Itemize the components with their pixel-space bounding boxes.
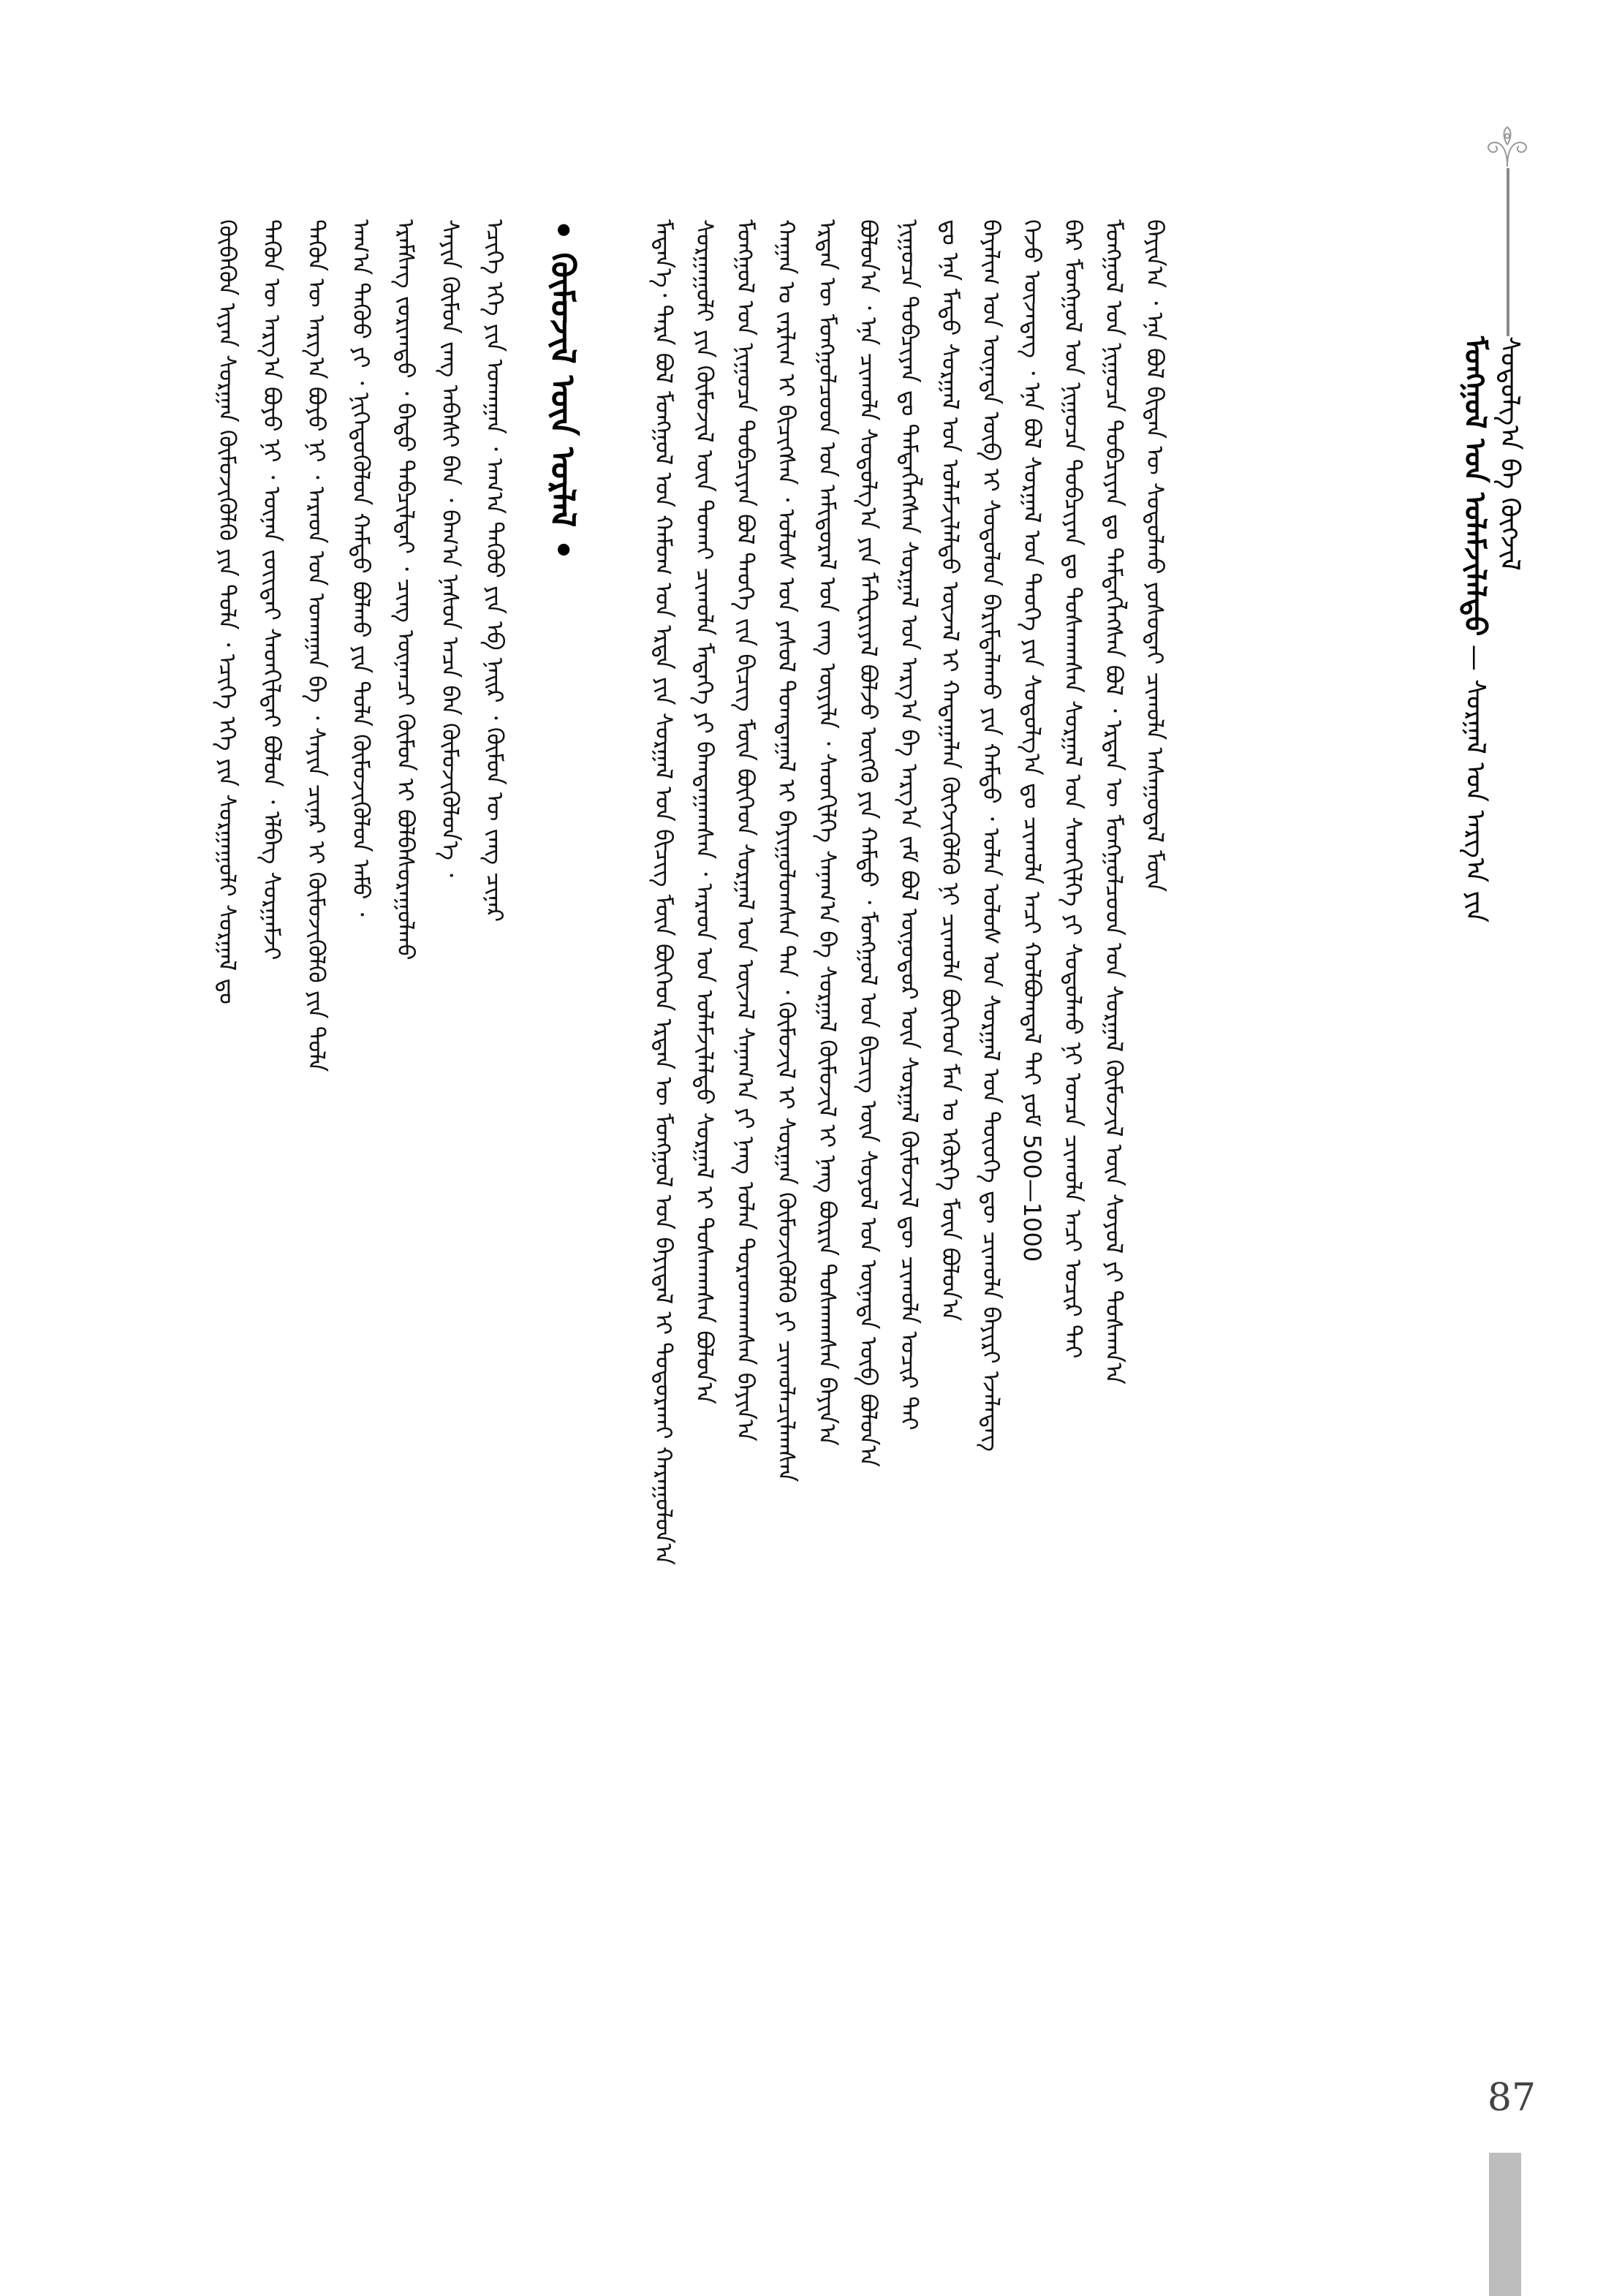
section-heading: • ᠬᠥᠮᠦᠵᠢᠯ ᠦᠨ ᠤᠷᠯᠠᠯ • — [543, 219, 583, 561]
body-column: ᠳᠤ ᠡᠨᠡ ᠮᠡᠲᠦ ᠰᠤᠷᠭᠠᠯ ᠤᠨ ᠤᠯᠠᠮᠵᠢᠯᠠᠯᠲᠤ ᠦᠵᠡᠯ ᠢ ᠬᠠᠳᠠᠭᠠᠯᠠᠨ ᠬᠥᠭᠵᠢᠭᠦᠯᠬᠦ ᠨᠢ ᠴᠢᠬᠤᠯᠠ ᠪᠥᠭᠡᠳ ᠮᠠᠨ ᠤ ᠡᠭᠦᠷᠭᠡ ᠮᠥᠨ ᠪᠣᠯᠤᠨ᠎ᠠ — [936, 219, 964, 1322]
header-rule — [1507, 168, 1509, 336]
verse-line: ᠡᠴᠢᠭᠡ ᠡᠬᠡ ᠶᠢᠨ ᠤᠬᠠᠭᠠᠨ ᠂ ᠠᠬ᠎ᠠ ᠳᠡᠭᠦᠦ ᠶᠢᠨ ᠡᠪ ᠨᠠᠢᠷ ᠂ ᠬᠥᠮᠦᠨ ᠦ ᠵᠠᠩ ᠴᠢᠨᠠᠷ — [481, 219, 509, 922]
body-column: ᠮᠣᠩᠭᠣᠯ ᠤᠨ ᠨᠢᠭᠤᠴᠠ ᠲᠣᠪᠴᠢᠶᠠᠨ ᠪᠣᠯ ᠲᠡᠦᠬᠡ ᠵᠢᠨ ᠪᠢᠴᠢᠭ ᠮᠥᠨ ᠪᠥᠭᠡᠳ ᠰᠤᠷᠭᠠᠯ ᠤᠨ ᠦᠵᠡᠯ ᠰᠠᠨᠠᠭ᠎ᠠ ᠶᠢ ᠨᠡᠩ ᠣᠯᠠᠨ ᠳᠤᠷᠠᠳᠬᠠᠭᠰᠠᠨ ᠪᠠᠶᠢᠨ᠎ᠠ — [732, 219, 759, 1441]
body-column: ᠬᠠᠭᠠᠨ ᠤ ᠵᠠᠷᠯᠢᠭ ᠢ ᠪᠢᠴᠢᠭᠰᠡᠨ ᠂ ᠤᠯᠤᠰ ᠤᠨ ᠶᠠᠰᠤᠯ ᠲᠣᠭᠲᠠᠭᠠᠯ ᠢ ᠪᠠᠶᠢᠭᠤᠯᠤᠭᠰᠠᠨ ᠲᠠᠨ ᠂ ᠬᠦᠮᠦᠵᠢᠯ ᠢ ᠰᠤᠷᠭᠠᠨ ᠬᠥᠮᠦᠵᠢᠭᠦᠯᠬᠦ ᠶᠢ ᠴᠢᠬᠤᠯᠠᠴᠢᠯᠠᠭᠰᠠᠨ — [773, 219, 800, 1482]
body-column: ᠪᠠᠷ ᠮᠣᠩᠭᠣᠯ ᠤᠨ ᠨᠢᠭᠤᠴᠠ ᠲᠣᠪᠴᠢᠶᠠᠨ ᠳᠤ ᠲᠤᠰᠬᠠᠭᠰᠠᠨ ᠰᠤᠷᠭᠠᠯ ᠤᠨ ᠰᠡᠳᠬᠢᠯᠭᠡ ᠶᠢ ᠰᠤᠳᠤᠯᠬᠤ ᠨᠢ ᠣᠨᠴᠠ ᠴᠢᠬᠤᠯᠠ ᠠᠴᠢ ᠤᠴᠢᠷ ᠲᠠᠢ — [1059, 219, 1087, 1359]
verse-line: ᠬᠥᠪᠡᠭᠦᠨ ᠢᠶᠡᠨ ᠰᠤᠷᠭᠠᠨ ᠬᠥᠮᠦᠵᠢᠭᠦᠯᠬᠦ ᠶᠢᠨ ᠲᠤᠯᠠ ᠂ ᠡᠴᠢᠭᠡ ᠡᠬᠡ ᠶᠢᠨ ᠰᠣᠷᠭᠠᠭᠤᠯᠢ ᠰᠤᠷᠭᠠᠯ ᠳᠤ — [213, 219, 241, 1004]
body-column: ᠪᠠᠶᠠᠯᠢᠭ ᠤᠨ ᠦᠨᠡᠲᠡ ᠥᠪ ᠢ ᠰᠤᠳᠤᠯᠤᠨ ᠪᠠᠷᠢᠮᠲᠠᠯᠠᠬᠤ ᠶᠢᠨ ᠬᠠᠮᠲᠤ ᠂ ᠣᠯᠠᠨ ᠤᠯᠤᠰ ᠤᠨ ᠰᠤᠷᠭᠠᠯ ᠤᠨ ᠲᠦᠦᠬᠡ ᠳᠦ ᠴᠢᠬᠤᠯᠠ ᠪᠠᠶᠢᠷᠢ ᠡᠵᠡᠯᠡᠳᠡᠭ — [977, 219, 1005, 1452]
running-head — [1455, 336, 1528, 1031]
body-column: ᠡᠷᠲᠡᠨ ᠦ ᠮᠣᠩᠭᠣᠯᠴᠤᠳ ᠤᠨ ᠠᠮᠢᠳᠤᠷᠠᠯ ᠤᠨ ᠵᠠᠩ ᠦᠶᠢᠯᠡ ᠂ ᠰᠡᠳᠬᠢᠯᠭᠡ ᠰᠠᠨᠠᠭ᠎ᠠ ᠪᠠ ᠰᠤᠷᠭᠠᠯ ᠬᠥᠮᠦᠵᠢᠯ ᠢ ᠨᠡᠩ ᠪᠦᠷᠢᠨ ᠲᠤᠰᠬᠠᠭᠰᠠᠨ ᠪᠠᠶᠢᠨ᠎ᠠ — [814, 219, 841, 1446]
body-column: ᠮᠣᠩᠭᠣᠯ ᠤᠨ ᠨᠢᠭᠤᠴᠠ ᠲᠣᠪᠴᠢᠶᠠᠨ ᠳᠤ ᠲᠡᠮᠳᠡᠭᠯᠡᠭᠰᠡᠨ ᠪᠣᠯ ᠂ ᠡᠷᠲᠡᠨ ᠦ ᠮᠣᠩᠭᠣᠯᠴᠤᠳ ᠤᠨ ᠰᠤᠷᠭᠠᠯ ᠬᠥᠮᠦᠵᠢᠯ ᠦᠨ ᠰᠣᠶᠣᠯ ᠶᠢ ᠲᠤᠰᠬᠠᠨ᠎ᠠ — [1100, 219, 1128, 1384]
body-column: ᠪᠠᠶᠢᠨ᠎ᠠ ᠂ ᠡᠨᠡ ᠪᠣᠯ ᠪᠢᠳᠡᠨ ᠦ ᠰᠤᠳᠤᠯᠬᠤ ᠶᠣᠰᠣᠲᠠᠢ ᠴᠢᠬᠤᠯᠠ ᠠᠰᠠᠭᠤᠳᠠᠯ ᠮᠥᠨ — [1141, 219, 1169, 893]
verse-line: ᠲᠡᠭᠦᠨ ᠦ ᠠᠷᠭ᠎ᠠ ᠪᠤᠶᠤ ᠨᠢ ᠂ ᠠᠷᠠᠳ ᠤᠨ ᠤᠬᠠᠭᠠᠨ ᠪᠠ ᠂ ᠰᠠᠶᠢᠨ ᠴᠢᠨᠠᠷ ᠢ ᠬᠥᠮᠦᠵᠢᠭᠦᠯᠬᠦ ᠶᠢᠨ ᠲᠤᠯᠠ — [303, 219, 330, 1072]
body-column: ᠭᠡᠵᠦ ᠦᠵᠡᠳᠡᠭ ᠂ ᠡᠨᠡ ᠪᠣᠯ ᠰᠤᠷᠭᠠᠯ ᠤᠨ ᠲᠡᠦᠬᠡ ᠶᠢᠨ ᠰᠤᠳᠤᠯᠭ᠎ᠠ ᠳᠤ ᠴᠢᠬᠤᠯᠠ ᠠᠴᠢ ᠬᠣᠯᠪᠣᠭᠳᠠᠯ ᠲᠠᠢ ᠶᠤᠮ 500—1000 — [1018, 219, 1046, 1262]
header-ornament-icon — [1478, 124, 1537, 168]
verse-line: ᠲᠡᠭᠦᠨ ᠦ ᠠᠷᠭ᠎ᠠ ᠪᠤᠶᠤ ᠨᠢ ᠂ ᠦᠨᠡᠨ ᠵᠦᠢᠲᠡᠢ ᠰᠡᠳᠬᠢᠯᠲᠡᠢ ᠪᠣᠯᠤᠨ ᠂ ᠡᠯᠪᠡᠭ ᠰᠤᠷᠭᠠᠮᠵᠢ — [258, 219, 286, 961]
body-text — [643, 219, 1455, 2032]
verse-line: ᠰᠠᠶᠢᠨ ᠬᠦᠮᠦᠨ ᠵᠠᠩ ᠠᠪᠠᠰᠢ ᠪᠠᠨ ᠂ ᠪᠠᠭ᠎ᠠ ᠨᠠᠰᠤᠨ ᠠᠴᠠ ᠪᠠᠨ ᠬᠥᠮᠦᠵᠢᠭᠦᠯᠦᠨ᠎ᠡ ᠂ — [436, 219, 464, 877]
verse-line: ᠡᠷᠡᠮᠰᠡᠭ ᠵᠣᠷᠢᠭᠲᠤ ᠂ ᠪᠠᠲᠤ ᠲᠡᠪᠴᠢᠯᠲᠡᠢ ᠂ ᠴᠢᠩ ᠦᠨᠡᠨᠴᠢ ᠬᠥᠮᠦᠨ ᠢ ᠪᠣᠯᠪᠠᠰᠤᠷᠠᠭᠤᠯᠬᠤ — [392, 219, 420, 961]
body-column: ᠮᠡᠳᠡᠨ᠎ᠡ᠂ ᠲᠡᠷᠡ ᠪᠣᠯ ᠮᠣᠩᠭᠣᠯ ᠤᠨ ᠬᠠᠮᠤᠭ ᠤᠨ ᠡᠷᠲᠡ ᠶᠢᠨ ᠰᠤᠷᠭᠠᠯ ᠤᠨ ᠪᠢᠴᠢᠭ ᠮᠥᠨ ᠪᠥᠭᠡᠳ ᠡᠷᠲᠡᠨ ᠦ ᠮᠣᠩᠭᠣᠯ ᠤᠨ ᠪᠠᠶᠢᠳᠠᠯ ᠢ ᠲᠣᠳᠤᠷᠬᠠᠢ ᠬᠠᠷᠠᠭᠤᠯᠤᠨ᠎ᠠ — [650, 219, 678, 1566]
running-head-subtitle: — ᠰᠤᠷᠭᠠᠯ ᠤᠨ ᠠᠷᠭ᠎ᠠ ᠶᠢᠨ ᠰᠤᠳᠤᠯᠭ᠎ᠠ ᠪᠠ ᠬᠥᠭᠵᠢᠯ — [1460, 336, 1525, 923]
verse-block — [205, 219, 519, 2010]
body-column: ᠪᠣᠯᠤᠨ᠎ᠠ ᠂ ᠡᠨᠡ ᠴᠢᠬᠤᠯᠠ ᠰᠤᠳᠤᠯᠭ᠎ᠠ ᠶᠢᠨ ᠮᠠᠲ᠋ᠧᠷᠢᠶᠠᠯ ᠪᠣᠯᠵᠤ ᠥᠭᠬᠦ ᠶᠢᠨ ᠬᠠᠮᠲᠤ ᠂ ᠮᠣᠩᠭᠣᠯ ᠤᠨ ᠪᠢᠴᠢᠭ ᠦᠨ ᠰᠣᠶᠣᠯ ᠤᠨ ᠦᠨᠡᠲᠡ ᠥᠪ ᠪᠣᠯᠤᠨ᠎ᠠ — [855, 219, 882, 1468]
verse-line: ᠠᠬ᠎ᠠ ᠳᠡᠭᠦᠦ ᠶᠢ ᠂ ᠨᠢᠭᠡᠳᠦᠭᠦᠯᠦᠨ ᠬᠠᠮᠲᠤ ᠪᠣᠯᠬᠤ ᠶᠢᠨ ᠲᠤᠯᠠ ᠬᠥᠮᠦᠵᠢᠭᠦᠯᠦᠨ ᠠᠮᠤ ᠂ — [347, 219, 375, 917]
body-column: ᠨᠢᠭᠤᠴᠠ ᠲᠣᠪᠴᠢᠶᠠᠨ ᠳᠤ ᠲᠡᠮᠳᠡᠭᠯᠡᠭᠰᠡᠨ ᠰᠤᠷᠭᠠᠯ ᠤᠨ ᠠᠷᠭ᠎ᠠ ᠪᠠ ᠠᠷᠭ᠎ᠠ ᠵᠠᠮ ᠪᠣᠯ ᠥᠨᠥᠳᠥᠷ ᠦᠨ ᠰᠤᠷᠭᠠᠯ ᠬᠥᠮᠦᠵᠢᠯ ᠳᠦ ᠴᠢᠬᠤᠯᠠ ᠤᠴᠢᠷ ᠲᠠᠢ — [895, 219, 923, 1431]
body-column: ᠰᠤᠷᠭᠠᠭᠤᠯᠢ ᠶᠢᠨ ᠬᠥᠮᠦᠵᠢᠯ ᠦᠨ ᠲᠤᠬᠠᠢ ᠴᠢᠬᠤᠯᠠ ᠮᠡᠳᠡᠭᠡ ᠶᠢ ᠪᠠᠭᠲᠠᠭᠠᠭᠰᠠᠨ ᠂ ᠠᠷᠠᠳ ᠤᠨ ᠤᠯᠠᠮᠵᠢᠯᠠᠯᠲᠤ ᠰᠤᠷᠭᠠᠯ ᠢ ᠲᠤᠰᠬᠠᠭᠰᠠᠨ ᠪᠣᠯᠤᠨ᠎ᠠ — [691, 219, 719, 1404]
running-head-bold: ᠮᠣᠩᠭᠣᠯ ᠤᠨ ᠤᠯᠠᠮᠵᠢᠯᠠᠯᠲᠤ — [1458, 336, 1492, 637]
page-number: 87 — [1487, 2076, 1537, 2120]
thumb-tab — [1489, 2153, 1521, 2296]
